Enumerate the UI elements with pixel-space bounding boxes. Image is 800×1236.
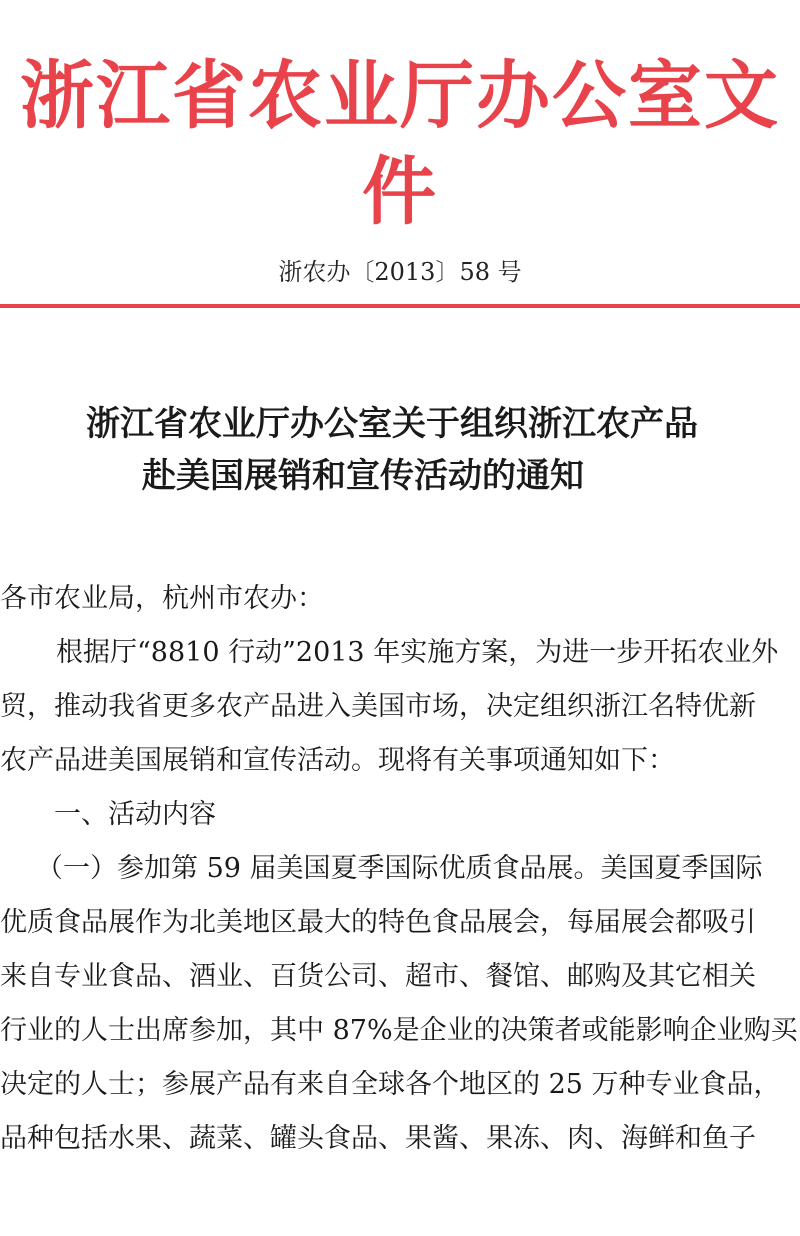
paragraph-line: 贸，推动我省更多农产品进入美国市场，决定组织浙江名特优新	[0, 691, 756, 722]
paragraph-line: 优质食品展作为北美地区最大的特色食品展会，每届展会都吸引	[0, 907, 756, 938]
red-divider-line	[0, 304, 800, 308]
document-number: 浙农办〔2013〕58 号	[278, 258, 522, 286]
paragraph-line: 来自专业食品、酒业、百货公司、超市、餐馆、邮购及其它相关	[0, 961, 756, 992]
paragraph-line: 决定的人士；参展产品有来自全球各个地区的 25 万种专业食品，	[0, 1069, 781, 1100]
paragraph-line: 品种包括水果、蔬菜、罐头食品、果酱、果冻、肉、海鲜和鱼子	[0, 1123, 756, 1154]
paragraph-line: （一）参加第 59 届美国夏季国际优质食品展。美国夏季国际	[36, 853, 763, 884]
document-body	[0, 572, 800, 1166]
notice-title	[86, 398, 800, 502]
paragraph-line: 根据厅“8810 行动”2013 年实施方案，为进一步开拓农业外	[56, 637, 779, 668]
notice-title-line-2: 赴美国展销和宣传活动的通知	[142, 456, 584, 496]
recipients-line: 各市农业局，杭州市农办：	[0, 583, 324, 614]
document-header-title: 浙江省农业厅办公室文件	[20, 53, 780, 235]
paragraph-line: 行业的人士出席参加，其中 87%是企业的决策者或能影响企业购买	[0, 1015, 798, 1046]
paragraph-line: 农产品进美国展销和宣传活动。现将有关事项通知如下：	[0, 745, 675, 776]
notice-title-line-1: 浙江省农业厅办公室关于组织浙江农产品	[86, 404, 698, 444]
section-heading: 一、活动内容	[54, 799, 216, 830]
